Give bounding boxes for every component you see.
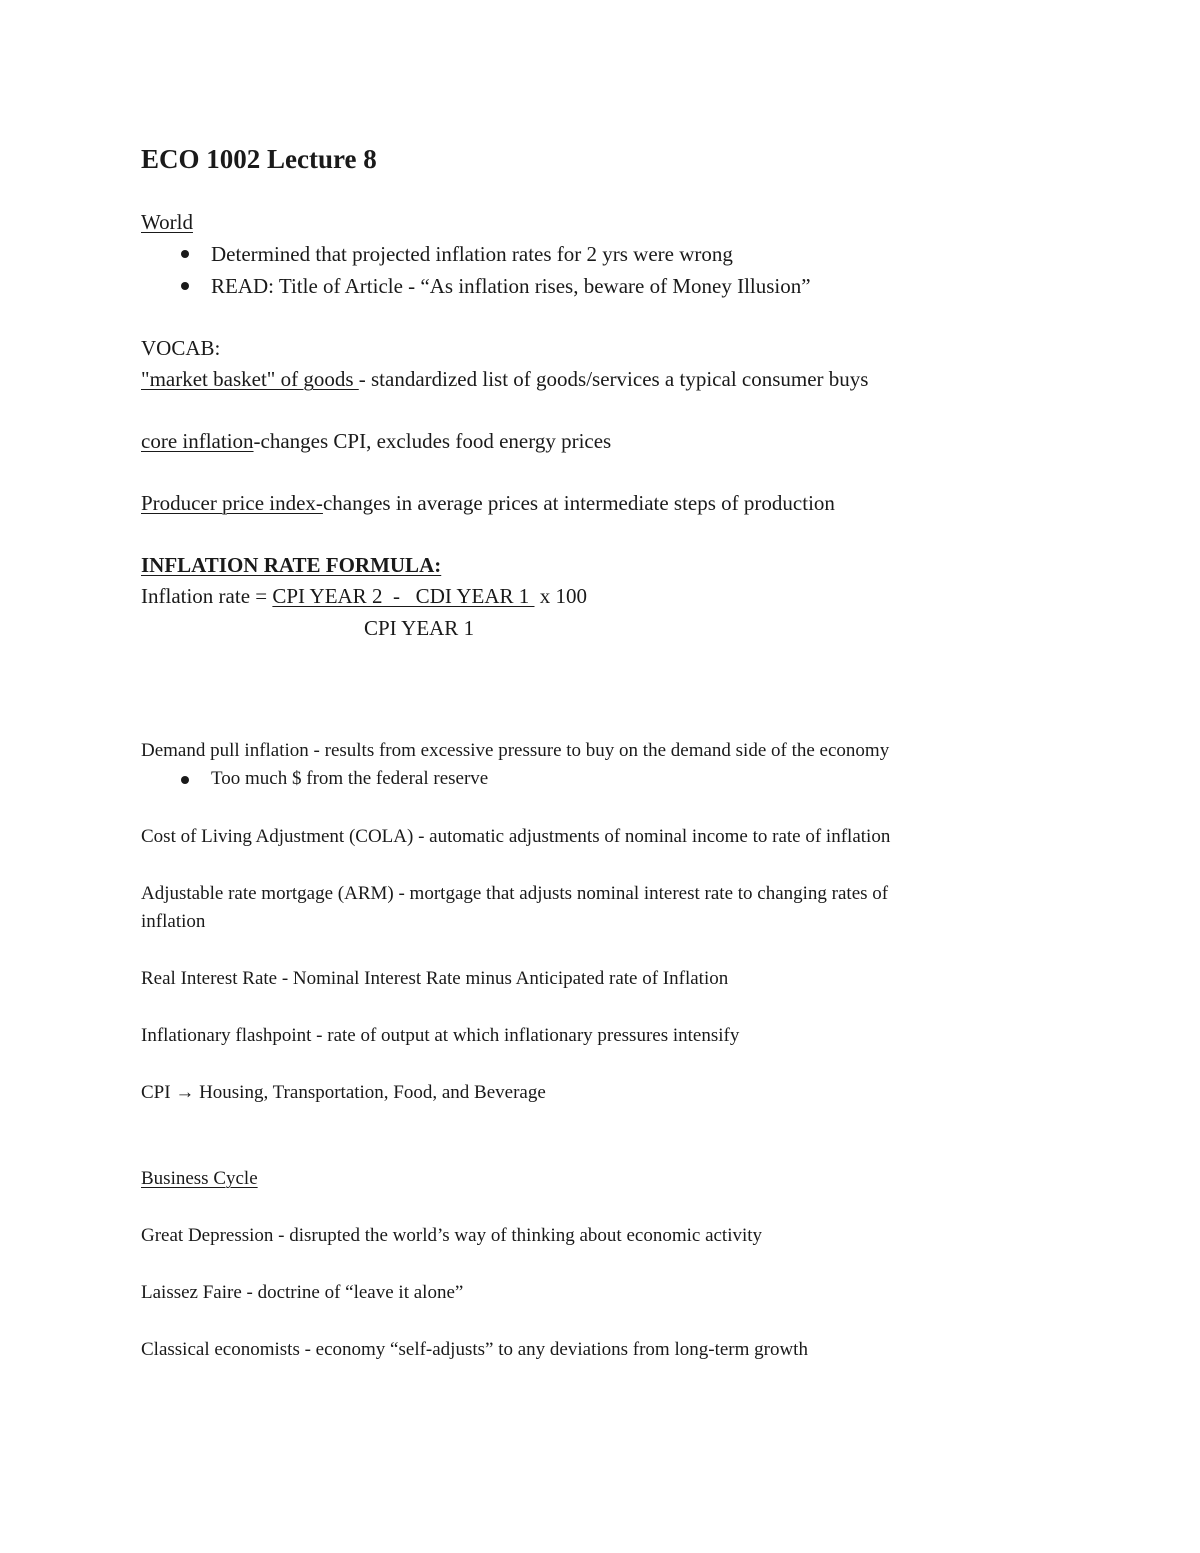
- classical-economists-note: Classical economists - economy “self-adjusts” to any deviations from long-term growth: [141, 1339, 808, 1360]
- formula-numerator: CPI YEAR 2 - CDI YEAR 1: [272, 584, 535, 608]
- ppi-definition: changes in average prices at intermediate steps of production: [322, 491, 835, 515]
- world-bullet-2: READ: Title of Article - “As inflation rises, beware of Money Illusion”: [211, 274, 811, 298]
- formula-lhs: Inflation rate =: [141, 584, 273, 608]
- market-basket-definition: - standardized list of goods/services a typical consumer buys: [358, 367, 869, 391]
- world-bullet-1: Determined that projected inflation rates for 2 yrs were wrong: [211, 242, 733, 266]
- market-basket-term: "market basket" of goods: [141, 367, 359, 391]
- formula-heading: INFLATION RATE FORMULA:: [141, 553, 442, 577]
- cpi-note: CPI → Housing, Transportation, Food, and Beverage: [141, 1082, 546, 1103]
- vocab-producer-price-index: [141, 489, 835, 517]
- vocab-market-basket: [141, 365, 868, 393]
- demand-pull-bullet: Too much $ from the federal reserve: [211, 768, 489, 789]
- vocab-heading: VOCAB:: [141, 336, 221, 360]
- arm-note-line-2: inflation: [141, 911, 206, 932]
- flashpoint-note: Inflationary flashpoint - rate of output at which inflationary pressures intensify: [141, 1025, 740, 1046]
- bullet-icon: [181, 776, 189, 784]
- world-heading: World: [141, 210, 193, 234]
- page-title: ECO 1002 Lecture 8: [141, 144, 377, 174]
- formula-multiplier: x 100: [534, 584, 587, 608]
- vocab-core-inflation: [141, 427, 611, 455]
- formula-line: [141, 582, 587, 610]
- laissez-faire-note: Laissez Faire - doctrine of “leave it alone”: [141, 1282, 464, 1303]
- bullet-icon: [181, 282, 189, 290]
- core-inflation-definition: -changes CPI, excludes food energy prices: [253, 429, 612, 453]
- business-cycle-heading: Business Cycle: [141, 1168, 258, 1189]
- formula-denominator: CPI YEAR 1: [364, 616, 475, 640]
- great-depression-note: Great Depression - disrupted the world’s way of thinking about economic activity: [141, 1225, 763, 1246]
- core-inflation-term: core inflation: [141, 429, 254, 453]
- bullet-icon: [181, 250, 189, 258]
- ppi-term: Producer price index-: [141, 491, 323, 515]
- demand-pull-note: Demand pull inflation - results from excessive pressure to buy on the demand side of the economy: [141, 740, 890, 761]
- cola-note: Cost of Living Adjustment (COLA) - automatic adjustments of nominal income to rate of inflation: [141, 826, 891, 847]
- arm-note-line-1: Adjustable rate mortgage (ARM) - mortgage that adjusts nominal interest rate to changing rates of: [141, 883, 889, 904]
- real-interest-note: Real Interest Rate - Nominal Interest Rate minus Anticipated rate of Inflation: [141, 968, 729, 989]
